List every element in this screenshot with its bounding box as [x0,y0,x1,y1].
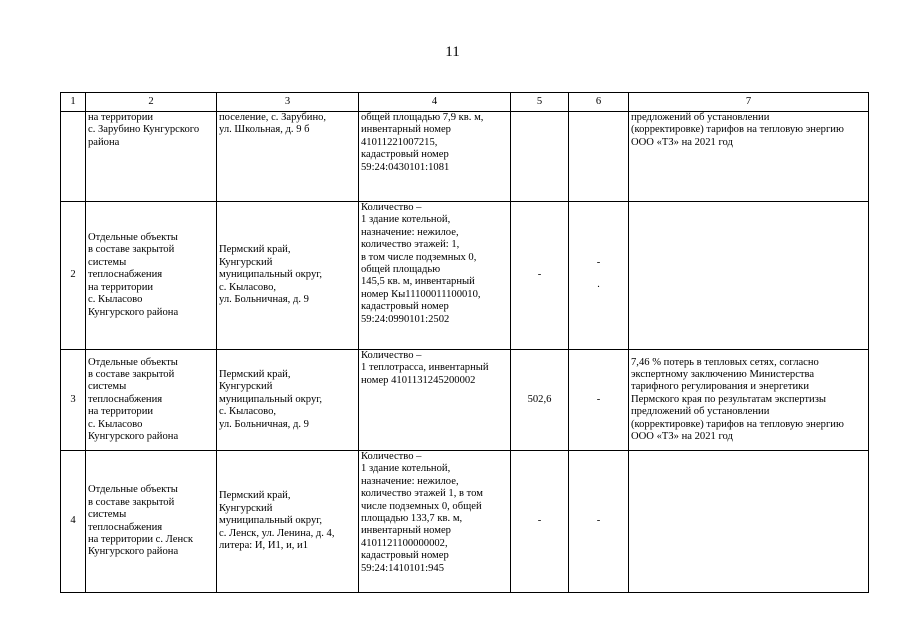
cell-line: ул. Больничная, д. 9 [219,294,309,306]
cell-line: 4101121100000002, [361,537,448,549]
cell-c2 [86,202,217,350]
cell-c5 [511,202,569,350]
cell-line: ООО «ТЗ» на 2021 год [631,136,733,148]
cell-line: предложений об установлении [631,406,770,418]
cell-value: - [537,269,542,281]
table-row [61,350,869,451]
cell-line: района [88,136,120,148]
cell-line: Количество – [361,451,422,462]
cell-line: предложений об установлении [631,112,770,123]
cell-line: Отдельные объекты [88,484,178,496]
cell-c3 [217,350,359,451]
cell-value: 502,6 [527,393,552,405]
cell-c6 [569,112,629,202]
cell-line: номер Кы11100011100010, [361,288,481,300]
cell-c5 [511,112,569,202]
cell-line: на территории [88,112,154,123]
cell-num [61,350,86,451]
cell-line: ул. Школьная, д. 9 б [219,124,310,136]
table-row [61,202,869,350]
cell-line: муниципальный округ, [219,269,323,281]
cell-value: 4 [70,515,76,527]
cell-c5 [511,350,569,451]
cell-line: ул. Больничная, д. 9 [219,418,309,430]
cell-line: с. Кыласово [88,294,143,306]
column-header: 6 [569,93,629,112]
cell-line: общей площадью [361,264,441,276]
cell-line: на территории [88,406,154,418]
cell-value: - [596,257,601,269]
cell-line: теплоснабжения [88,521,163,533]
cell-value: - [537,515,542,527]
cell-line: с. Зарубино Кунгурского [88,124,200,136]
cell-line: в составе закрытой [88,496,175,508]
cell-line: на территории с. Ленск [88,533,194,545]
cell-c7 [629,451,869,593]
cell-c7 [629,202,869,350]
cell-line: в составе закрытой [88,368,175,380]
cell-line: площадью 133,7 кв. м, [361,513,463,525]
table-row [61,451,869,593]
cell-line: Количество – [361,202,422,213]
column-header: 5 [511,93,569,112]
cell-line: Отдельные объекты [88,356,178,368]
cell-line: количество этажей: 1, [361,239,460,251]
cell-line: общей площадью 7,9 кв. м, [361,112,484,123]
column-header: 7 [629,93,869,112]
cell-line: теплоснабжения [88,393,163,405]
cell-c4 [359,202,511,350]
cell-line: Пермского края по результатам экспертизы [631,393,827,405]
cell-c3 [217,112,359,202]
cell-c6 [569,202,629,350]
cell-line: числе подземных 0, общей [361,500,482,512]
cell-line: 145,5 кв. м, инвентарный [361,276,475,288]
cell-line: системы [88,256,127,268]
cell-line: на территории [88,281,154,293]
cell-line: 59:24:1410101:945 [361,562,444,574]
column-header: 3 [217,93,359,112]
cell-line: Количество – [361,350,422,361]
cell-line: с. Ленск, ул. Ленина, д. 4, [219,527,335,539]
cell-line: 1 здание котельной, [361,463,451,475]
cell-line: Кунгурский [219,256,273,268]
cell-c7 [629,112,869,202]
header-row [61,93,869,112]
cell-line: теплоснабжения [88,269,163,281]
cell-line: в составе закрытой [88,244,175,256]
cell-line: 7,46 % потерь в тепловых сетях, согласно [631,356,819,368]
cell-c4 [359,112,511,202]
cell-line: в том числе подземных 0, [361,251,477,263]
cell-line: Пермский край, [219,490,291,502]
cell-c4 [359,451,511,593]
cell-c7 [629,350,869,451]
cell-line: 1 здание котельной, [361,214,451,226]
cell-c6 [569,451,629,593]
cell-line: муниципальный округ, [219,515,323,527]
cell-line: тарифного регулирования и энергетики [631,381,809,393]
cell-num [61,451,86,593]
cell-line: Кунгурского района [88,431,179,443]
cell-line: поселение, с. Зарубино, [219,112,327,123]
cell-value: 3 [70,393,76,405]
cell-line: количество этажей 1, в том [361,488,483,500]
cell-line: Отдельные объекты [88,232,178,244]
cell-line: (корректировке) тарифов на тепловую энергию [631,124,844,136]
cell-line: номер 4101131245200002 [361,374,476,386]
cell-num [61,112,86,202]
cell-line: с. Кыласово, [219,406,277,418]
cell-line: Кунгурского района [88,546,179,558]
cell-line: ООО «ТЗ» на 2021 год [631,431,733,443]
column-header: 1 [61,93,86,112]
cell-line: инвентарный номер [361,525,451,537]
cell-c3 [217,451,359,593]
cell-line: с. Кыласово, [219,281,277,293]
cell-line: экспертному заключению Министерства [631,368,815,380]
cell-value: - [596,393,601,405]
cell-line: Пермский край, [219,244,291,256]
cell-line: Кунгурский [219,381,273,393]
cell-line: кадастровый номер [361,301,449,313]
cell-c2 [86,451,217,593]
cell-line: 41011221007215, [361,136,438,148]
page-number: 11 [445,44,460,60]
cell-c4 [359,350,511,451]
cell-c5 [511,451,569,593]
cell-line: литера: И, И1, и, и1 [219,540,309,552]
cell-c2 [86,350,217,451]
cell-c3 [217,202,359,350]
cell-mark: · [596,281,601,293]
cell-value: - [596,515,601,527]
cell-line: кадастровый номер [361,550,449,562]
cell-line: Кунгурский [219,502,273,514]
cell-line: с. Кыласово [88,418,143,430]
column-header: 2 [86,93,217,112]
cell-line: Кунгурского района [88,306,179,318]
cell-c6 [569,350,629,451]
cell-line: 59:24:0430101:1081 [361,161,450,173]
cell-line: муниципальный округ, [219,393,323,405]
cell-line: инвентарный номер [361,124,451,136]
objects-table [60,92,869,593]
cell-line: назначение: нежилое, [361,475,459,487]
cell-line: 59:24:0990101:2502 [361,313,450,325]
cell-line: кадастровый номер [361,149,449,161]
cell-line: назначение: нежилое, [361,226,459,238]
cell-line: (корректировке) тарифов на тепловую энергию [631,418,844,430]
cell-c2 [86,112,217,202]
cell-num [61,202,86,350]
cell-value: 2 [70,269,76,281]
cell-line: системы [88,509,127,521]
table-row [61,112,869,202]
cell-line: Пермский край, [219,368,291,380]
cell-line: системы [88,381,127,393]
cell-line: 1 теплотрасса, инвентарный [361,362,489,374]
column-header: 4 [359,93,511,112]
